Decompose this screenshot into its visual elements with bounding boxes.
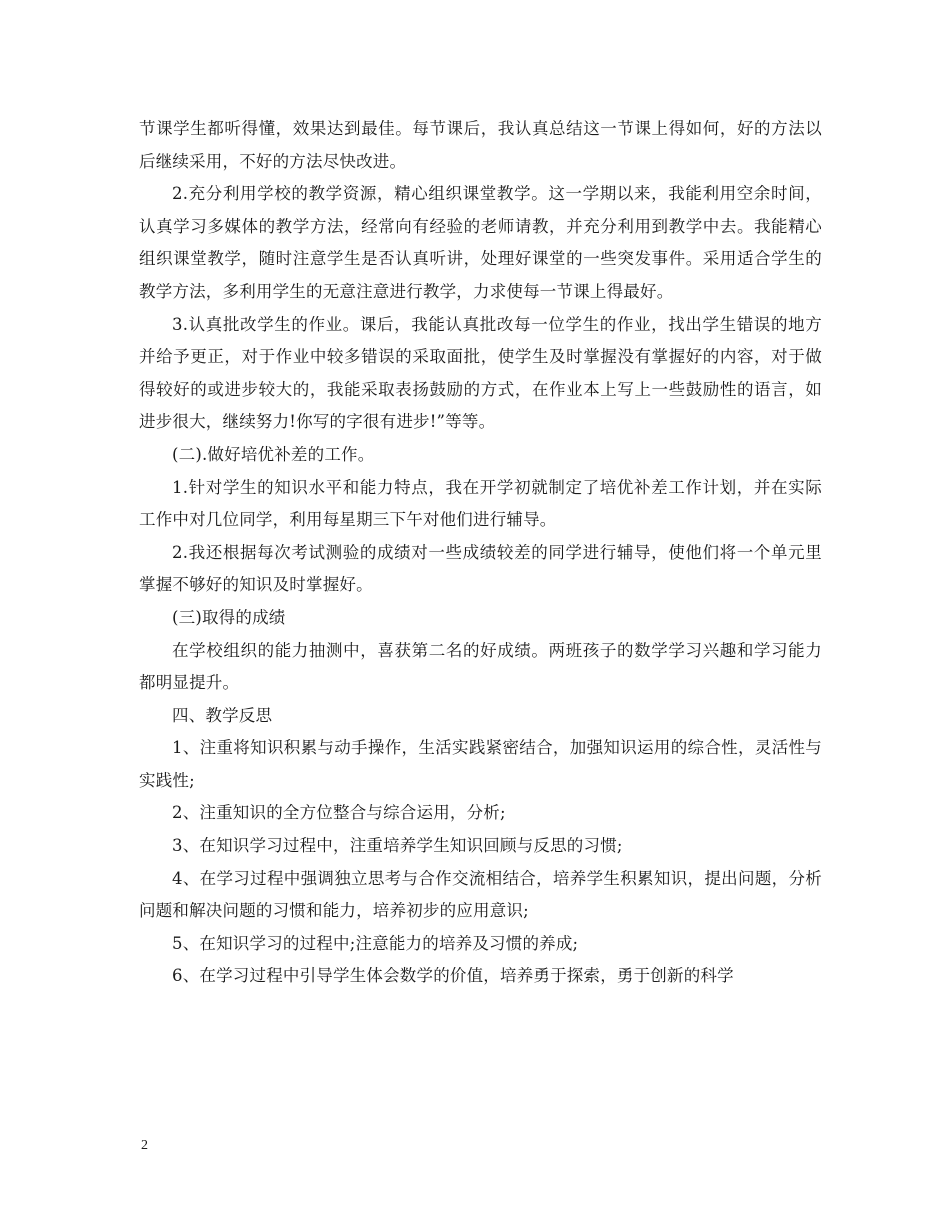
section-heading: (二).做好培优补差的工作。 — [172, 444, 375, 464]
paragraph: 2.充分利用学校的教学资源，精心组织课堂教学。这一学期以来，我能利用空余时间，认真学习多媒体的教学方法，经常向有经验的老师请教，并充分利用到教学中去。我能精心组织课堂教学，随时注意学生是否认真听讲，处理好课堂的一些突发事件。采用适合学生的教学方法，多利用学生的无意注意进行教学，力求使每一节课上得最好。 — [139, 184, 822, 301]
list-item: 6、在学习过程中引导学生体会数学的价值，培养勇于探索，勇于创新的科学 — [172, 966, 734, 986]
list-item: 2、注重知识的全方位整合与综合运用，分析; — [172, 803, 506, 823]
section-heading: 四、教学反思 — [172, 705, 273, 725]
page-number: 2 — [141, 1138, 148, 1153]
list-item: 4、在学习过程中强调独立思考与合作交流相结合，培养学生积累知识，提出问题，分析问题和解决问题的习惯和能力，培养初步的应用意识; — [139, 868, 822, 921]
paragraph: 2.我还根据每次考试测验的成绩对一些成绩较差的同学进行辅导，使他们将一个单元里掌握不够好的知识及时掌握好。 — [139, 542, 822, 595]
section-heading: (三)取得的成绩 — [172, 607, 286, 627]
document-body — [139, 113, 822, 993]
paragraph: 在学校组织的能力抽测中，喜获第二名的好成绩。两班孩子的数学学习兴趣和学习能力都明显提升。 — [139, 640, 822, 693]
paragraph: 节课学生都听得懂，效果达到最佳。每节课后，我认真总结这一节课上得如何，好的方法以后继续采用，不好的方法尽快改进。 — [139, 119, 822, 171]
list-item: 3、在知识学习过程中，注重培养学生知识回顾与反思的习惯; — [172, 836, 623, 856]
list-item: 5、在知识学习的过程中;注意能力的培养及习惯的养成; — [172, 933, 579, 953]
list-item: 1、注重将知识积累与动手操作，生活实践紧密结合，加强知识运用的综合性，灵活性与实践性; — [139, 738, 822, 790]
paragraph: 3.认真批改学生的作业。课后，我能认真批改每一位学生的作业，找出学生错误的地方并给予更正，对于作业中较多错误的采取面批，使学生及时掌握没有掌握好的内容，对于做得较好的或进步较大的，我能采取表扬鼓励的方式，在作业本上写上一些鼓励性的语言，如进步很大，继续努力!你写的字很有进步!”等等。 — [139, 314, 822, 432]
paragraph: 1.针对学生的知识水平和能力特点，我在开学初就制定了培优补差工作计划，并在实际工作中对几位同学，利用每星期三下午对他们进行辅导。 — [139, 477, 822, 530]
